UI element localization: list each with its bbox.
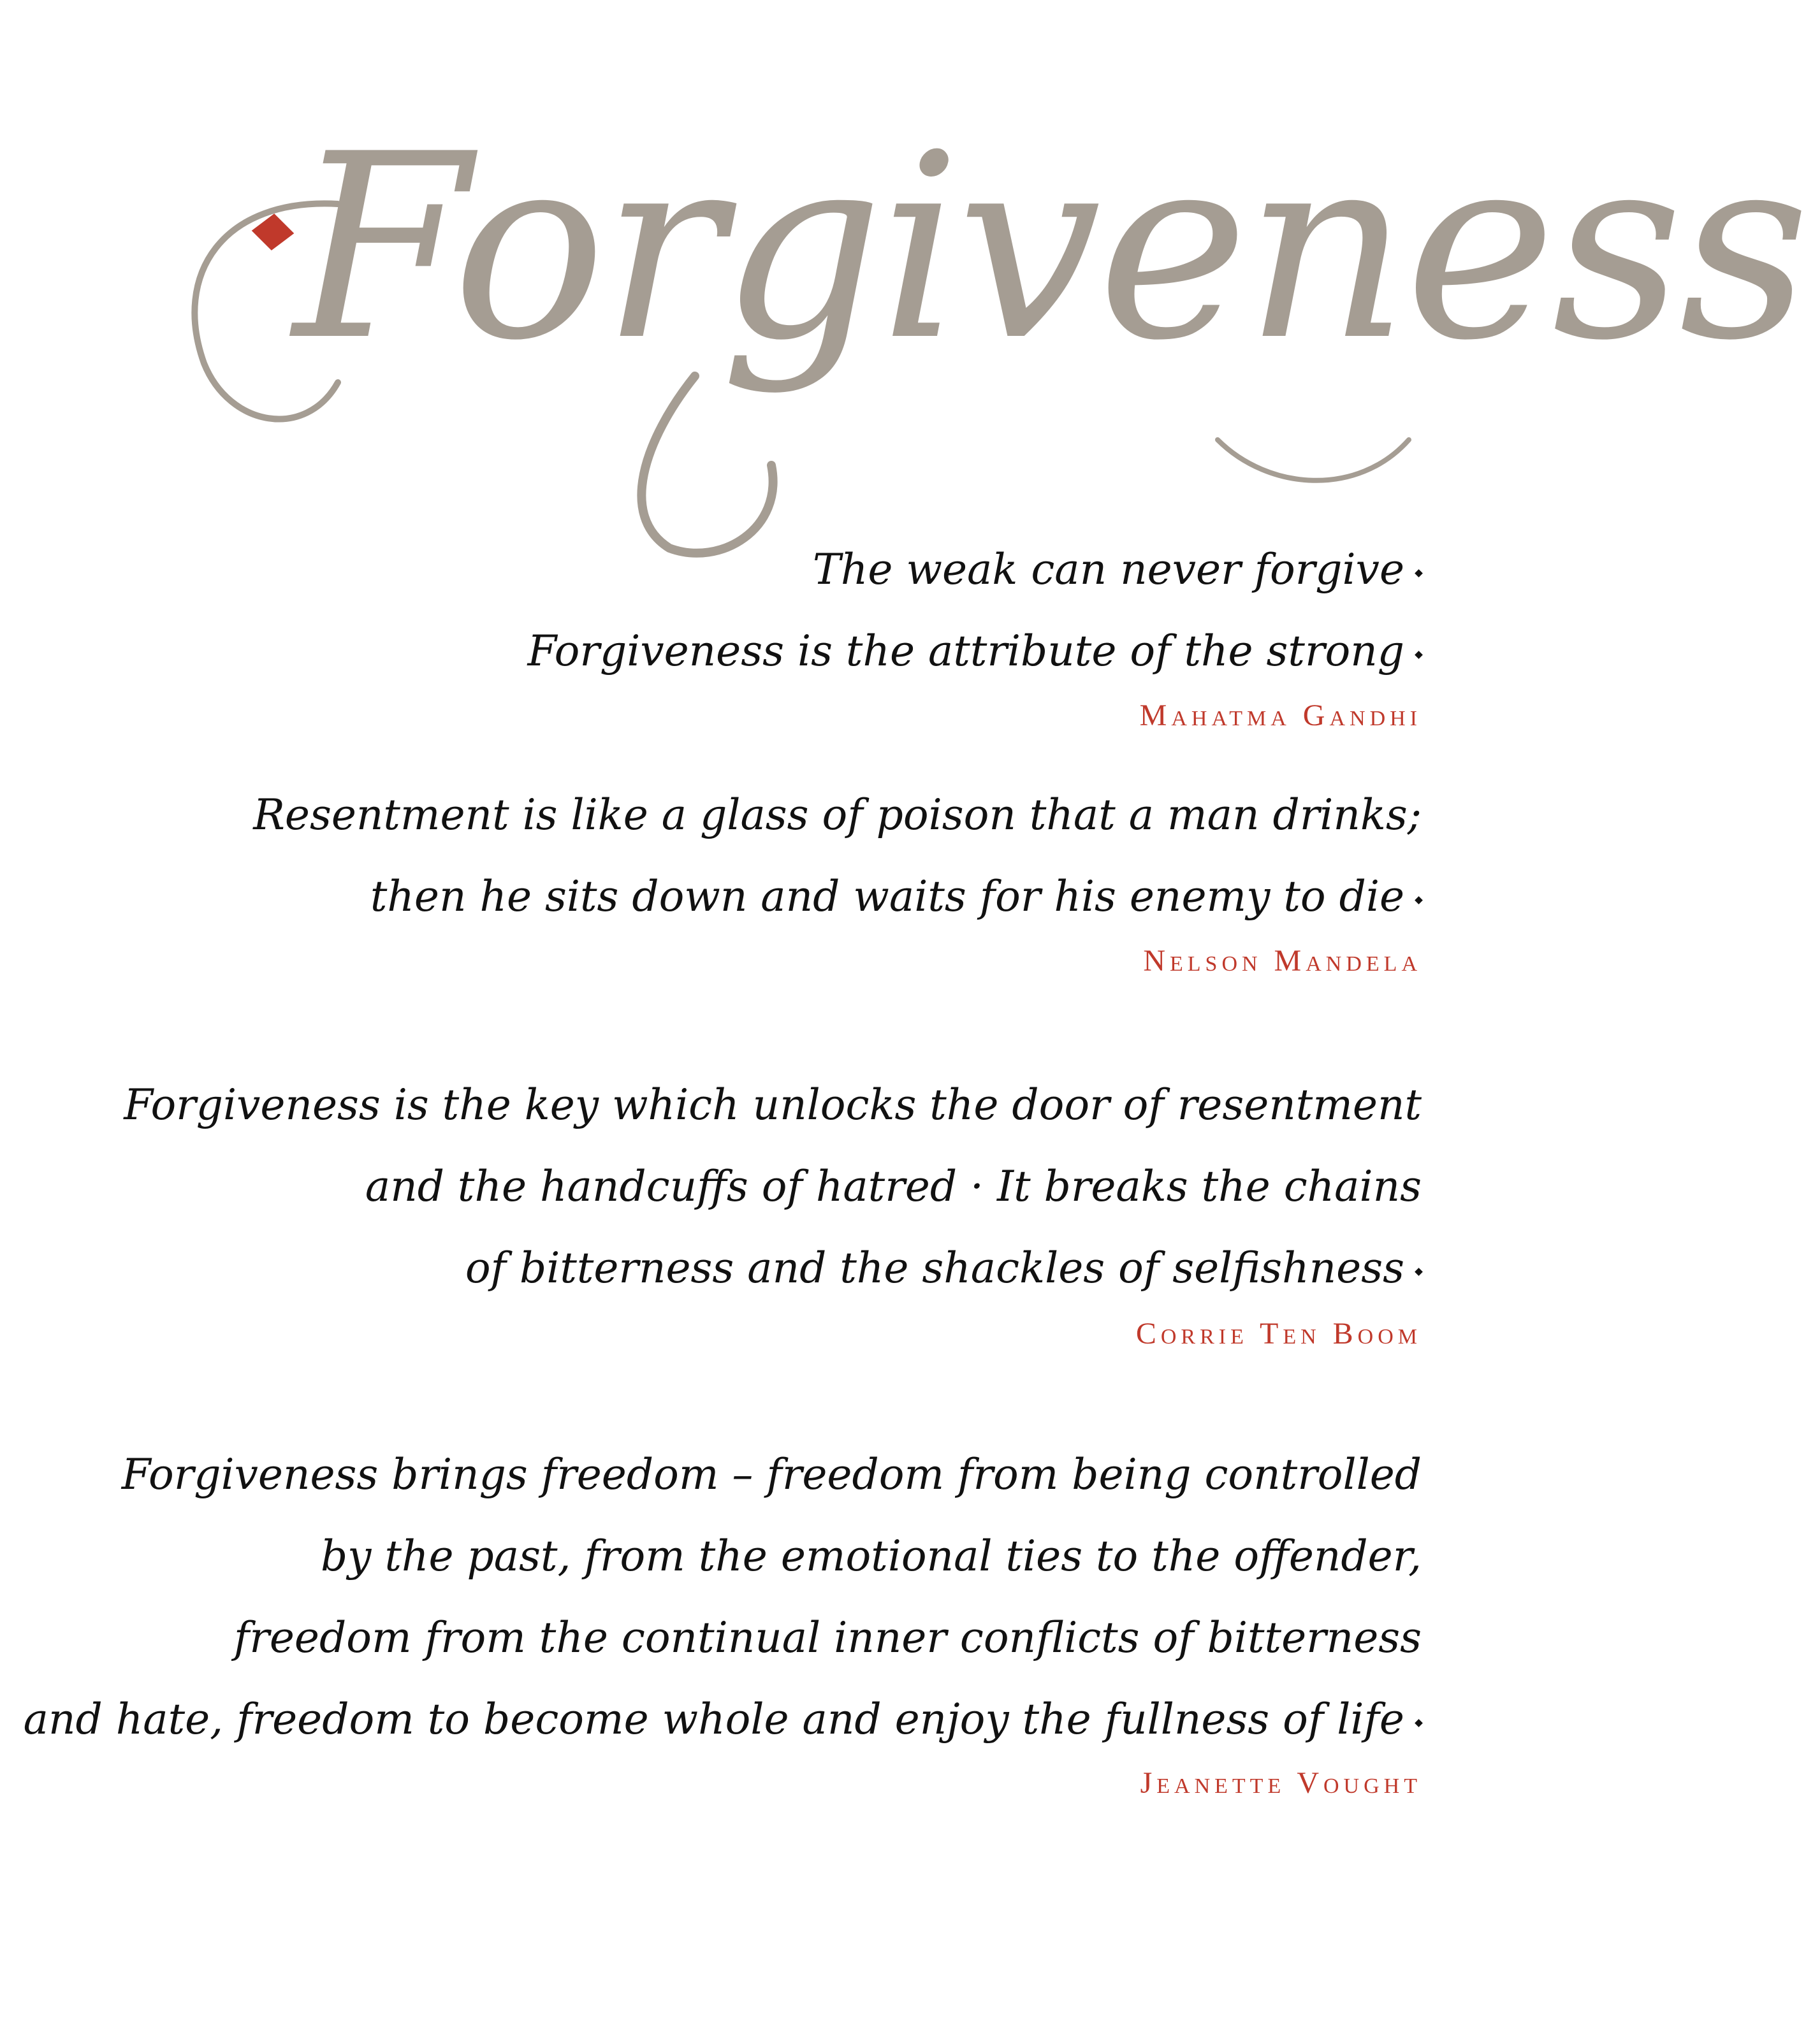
quote-4-line-3: freedom from the continual inner conflicts of bitterness xyxy=(233,1613,1422,1662)
quote-3-line-3: of bitterness and the shackles of selfishness xyxy=(124,1228,1422,1309)
end-dot-icon xyxy=(1415,1719,1423,1727)
quote-1-line-1: The weak can never forgive xyxy=(528,529,1422,611)
quote-4 xyxy=(24,1434,1422,1760)
quote-2-author: Nelson Mandela xyxy=(1143,944,1422,978)
quote-4-line-1: Forgiveness brings freedom – freedom from being controlled xyxy=(121,1450,1422,1499)
end-dot-icon xyxy=(1415,569,1423,577)
end-dot-icon xyxy=(1415,1268,1423,1276)
quote-2-line-2: then he sits down and waits for his enemy to die xyxy=(253,856,1422,938)
page-title: Forgiveness xyxy=(293,100,1806,396)
title-block xyxy=(147,100,1806,554)
quote-3-line-1: Forgiveness is the key which unlocks the door of resentment xyxy=(124,1080,1422,1129)
quote-4-author: Jeanette Vought xyxy=(1140,1766,1422,1800)
quote-1-author: Mahatma Gandhi xyxy=(1139,699,1422,732)
quote-3 xyxy=(124,1064,1422,1309)
quote-2 xyxy=(253,774,1422,938)
quote-2-line-1: Resentment is like a glass of poison that a man drinks; xyxy=(253,790,1422,839)
end-dot-icon xyxy=(1415,896,1423,904)
quote-4-line-2: by the past, from the emotional ties to the offender, xyxy=(320,1532,1422,1581)
quote-3-line-2: and the handcuffs of hatred · It breaks the chains xyxy=(365,1162,1422,1211)
quote-1 xyxy=(528,529,1422,692)
end-dot-icon xyxy=(1415,651,1423,659)
quote-4-line-4: and hate, freedom to become whole and enjoy the fullness of life xyxy=(24,1679,1422,1760)
quote-3-author: Corrie Ten Boom xyxy=(1135,1317,1422,1351)
quote-1-line-2: Forgiveness is the attribute of the strong xyxy=(528,611,1422,692)
